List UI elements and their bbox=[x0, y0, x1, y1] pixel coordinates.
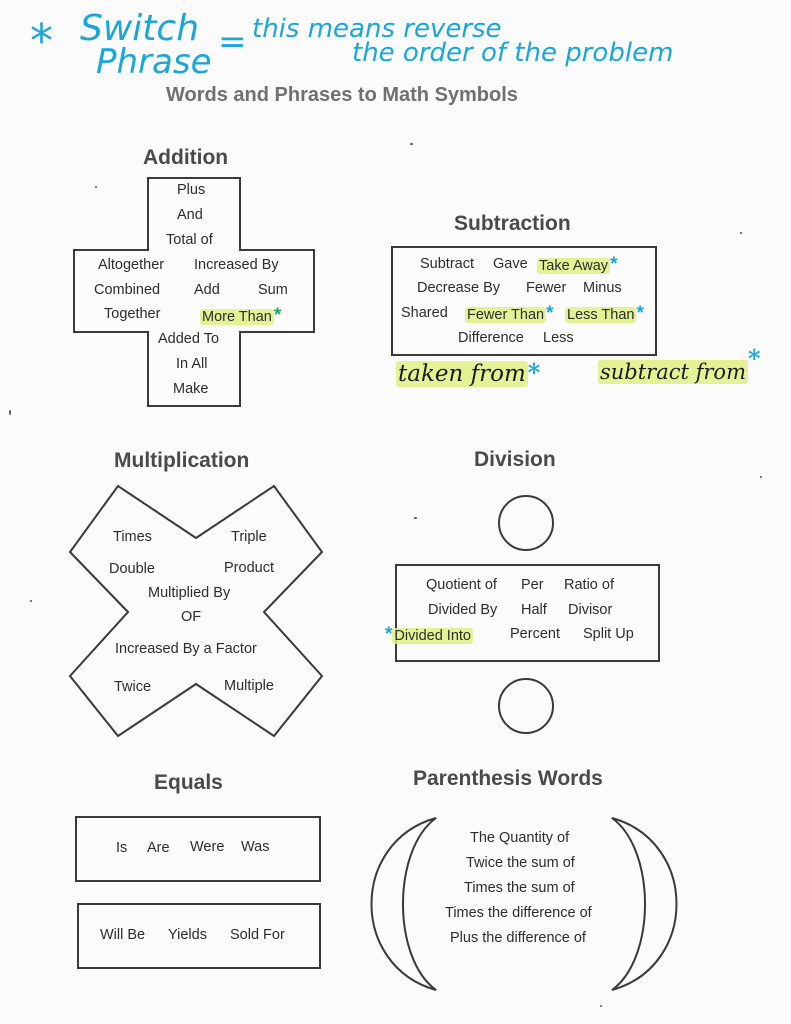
subtraction-heading: Subtraction bbox=[454, 212, 571, 235]
equals-word: Sold For bbox=[230, 927, 285, 943]
division-word: Quotient of bbox=[426, 577, 497, 593]
highlight-fewer-than: Fewer Than bbox=[467, 307, 545, 323]
asterisk-mark: * bbox=[546, 303, 554, 324]
addition-word: Sum bbox=[258, 282, 288, 298]
equals-word: Is bbox=[116, 840, 128, 856]
division-word: Per bbox=[521, 577, 544, 593]
equals-word: Are bbox=[147, 840, 170, 856]
division-word: Half bbox=[521, 602, 547, 618]
multiplication-word: Multiplied By bbox=[148, 585, 231, 601]
subtraction-word: Less bbox=[543, 330, 574, 346]
addition-word: Together bbox=[104, 306, 161, 322]
addition-word: Plus bbox=[177, 182, 206, 198]
equals-heading: Equals bbox=[154, 771, 223, 794]
subtraction-word: Shared bbox=[401, 305, 448, 321]
highlight-divided-into: Divided Into bbox=[394, 628, 471, 644]
multiplication-word: OF bbox=[181, 609, 202, 625]
handwritten-taken-from: taken from* bbox=[398, 358, 541, 387]
division-word: Divided By bbox=[428, 602, 498, 618]
division-word: Divisor bbox=[568, 602, 613, 618]
scan-speck bbox=[30, 600, 32, 602]
equals-word: Yields bbox=[168, 927, 207, 943]
multiplication-word: Product bbox=[224, 560, 274, 576]
parenthesis-heading: Parenthesis Words bbox=[413, 767, 603, 790]
scan-speck bbox=[95, 186, 97, 188]
multiplication-word: Increased By a Factor bbox=[115, 641, 257, 657]
multiplication-word: Double bbox=[109, 561, 155, 577]
highlight-take-away: Take Away bbox=[539, 258, 609, 274]
asterisk-mark: * bbox=[385, 624, 393, 645]
header-asterisk: * bbox=[30, 14, 53, 68]
multiplication-word: Times bbox=[113, 529, 152, 545]
parenthesis-line: Times the sum of bbox=[464, 880, 575, 896]
scan-speck bbox=[760, 476, 762, 478]
parenthesis-line: Times the difference of bbox=[445, 905, 592, 921]
addition-word: Make bbox=[173, 381, 209, 397]
asterisk-mark: * bbox=[636, 303, 644, 324]
scan-speck bbox=[414, 517, 417, 519]
equals-word: Was bbox=[241, 839, 270, 855]
multiplication-heading: Multiplication bbox=[114, 449, 250, 472]
division-word: Ratio of bbox=[564, 577, 614, 593]
subtraction-word: Decrease By bbox=[417, 280, 501, 296]
highlight-more-than: More Than bbox=[202, 309, 272, 325]
header-note-line2: the order of the problem bbox=[352, 38, 674, 68]
division-word: Split Up bbox=[583, 626, 634, 642]
header-switch-word: Switch bbox=[80, 8, 200, 49]
scan-speck bbox=[9, 410, 11, 415]
asterisk-mark: * bbox=[273, 305, 282, 326]
addition-heading: Addition bbox=[143, 146, 229, 169]
multiplication-word: Triple bbox=[231, 529, 267, 545]
addition-word: Increased By bbox=[194, 257, 279, 273]
page-title: Words and Phrases to Math Symbols bbox=[166, 84, 518, 106]
parenthesis-line: The Quantity of bbox=[470, 830, 570, 846]
addition-word: Added To bbox=[158, 331, 220, 347]
subtraction-word: Difference bbox=[458, 330, 524, 346]
subtraction-word: Gave bbox=[493, 256, 528, 272]
asterisk-mark: * bbox=[527, 358, 541, 387]
parenthesis-line: Twice the sum of bbox=[466, 855, 575, 871]
division-heading: Division bbox=[474, 448, 556, 471]
addition-word: In All bbox=[176, 356, 208, 372]
scan-speck bbox=[740, 232, 742, 234]
handwritten-subtract-from: subtract from* bbox=[600, 344, 761, 384]
division-word: Percent bbox=[510, 626, 560, 642]
subtraction-word: Fewer bbox=[526, 280, 567, 296]
multiplication-word: Twice bbox=[114, 679, 152, 695]
addition-word: Total of bbox=[166, 232, 213, 248]
scan-speck bbox=[600, 1005, 602, 1007]
asterisk-mark: * bbox=[748, 344, 761, 373]
addition-word: Combined bbox=[94, 282, 161, 298]
subtraction-word: Minus bbox=[583, 280, 622, 296]
scan-speck bbox=[410, 143, 413, 145]
asterisk-mark: * bbox=[610, 254, 618, 275]
header-phrase-word: Phrase bbox=[96, 42, 212, 82]
addition-word: Altogether bbox=[98, 257, 165, 273]
highlight-less-than: Less Than bbox=[567, 307, 635, 323]
header-equals: = bbox=[218, 22, 247, 62]
addition-word: Add bbox=[194, 282, 220, 298]
addition-word: And bbox=[177, 207, 203, 223]
multiplication-word: Multiple bbox=[224, 678, 274, 694]
equals-word: Were bbox=[190, 839, 225, 855]
header-note-line1: this means reverse bbox=[252, 14, 502, 44]
subtraction-word: Subtract bbox=[420, 256, 474, 272]
parenthesis-line: Plus the difference of bbox=[450, 930, 586, 946]
equals-word: Will Be bbox=[100, 927, 146, 943]
